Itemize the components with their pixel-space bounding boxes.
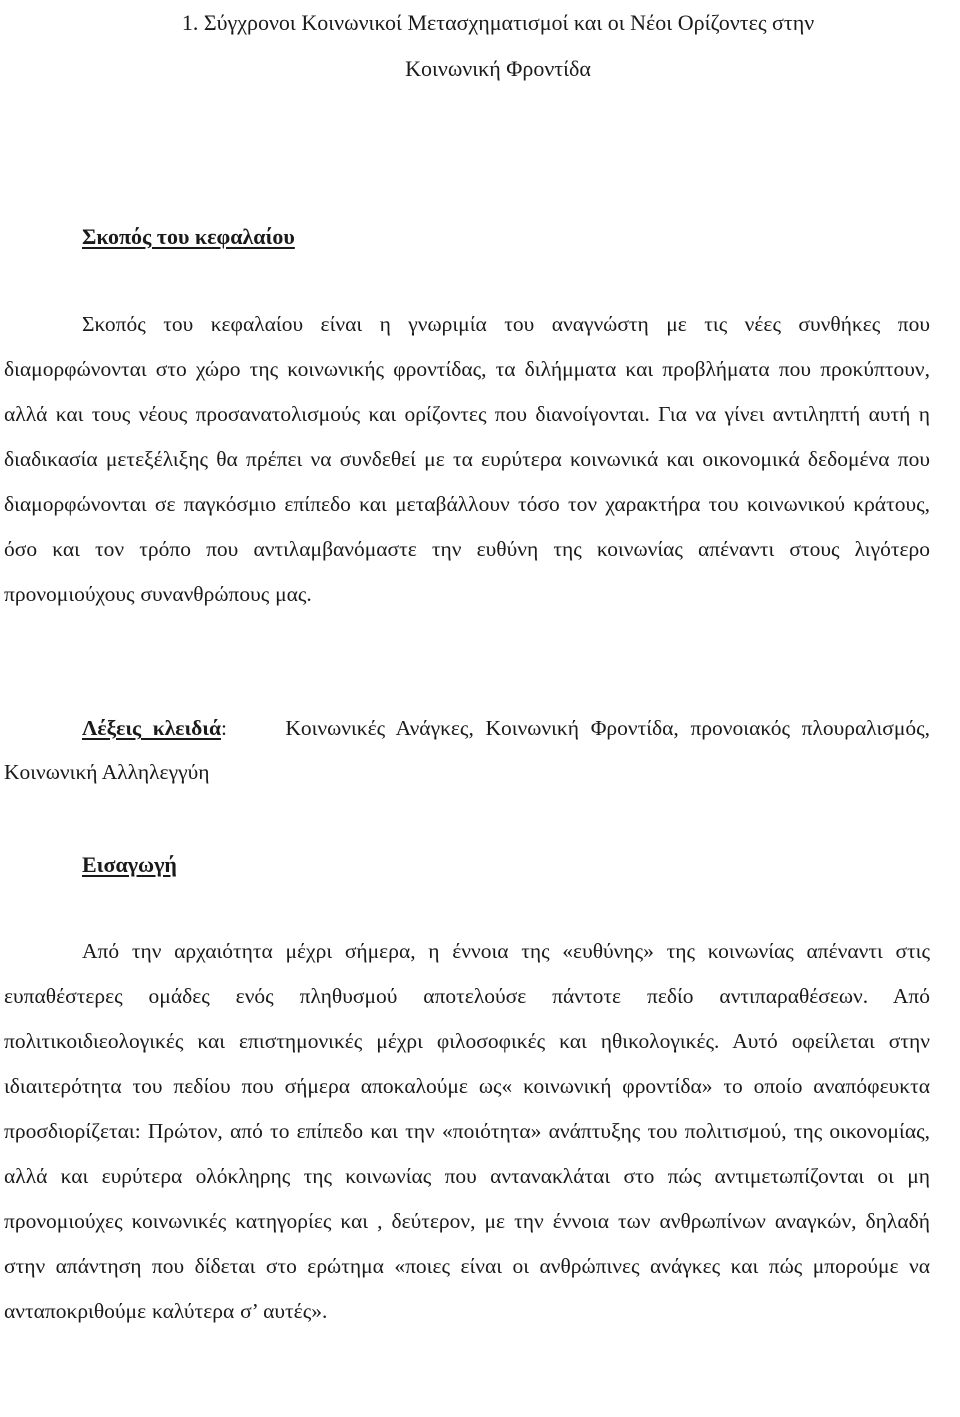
keywords-label: Λέξεις κλειδιά <box>82 716 221 740</box>
section-heading-introduction: Εισαγωγή <box>82 852 177 877</box>
keywords-text: Κοινωνικές Ανάγκες, Κοινωνική Φροντίδα, προνοιακός πλουραλισμός, Κοινωνική Αλληλεγγύη <box>4 716 931 784</box>
title-line-2: Κοινωνική Φροντίδα <box>405 56 591 81</box>
title-line-1: 1. Σύγχρονοι Κοινωνικοί Μετασχηματισμοί και οι Νέοι Ορίζοντες στην <box>181 10 815 35</box>
keywords-separator: : <box>220 716 227 740</box>
keywords-paragraph <box>4 706 930 794</box>
section-heading-purpose: Σκοπός του κεφαλαίου <box>82 224 295 249</box>
introduction-paragraph: Από την αρχαιότητα μέχρι σήμερα, η έννοια της «ευθύνης» της κοινωνίας απέναντι στις ευπαθέστερες ομάδες ενός πληθυσμού αποτελούσε πάντοτε πεδίο αντιπαραθέσεων. Από πολιτικοιδιεολογικές και επιστημονικές μέχρι φιλοσοφικές και ηθικολογικές. Αυτό οφείλεται στην ιδιαιτερότητα του πεδίου που σήμερα αποκαλούμε ως« κοινωνική φροντίδα» το οποίο αναπόφευκτα προσδιορίζεται: Πρώτον, από το επίπεδο και την «ποιότητα» ανάπτυξης του πολιτισμού, της οικονομίας, αλλά και ευρύτερα ολόκληρης της κοινωνίας που αντανακλάται στο πώς αντιμετωπίζονται οι μη προνομιούχες κοινωνικές κατηγορίες και , δεύτερον, με την έννοια των ανθρωπίνων αναγκών, δηλαδή στην απάντηση που δίδεται στο ερώτημα «ποιες είναι οι ανθρώπινες ανάγκες και πώς μπορούμε να ανταποκριθούμε καλύτερα σ’ αυτές». <box>4 939 930 1323</box>
purpose-paragraph: Σκοπός του κεφαλαίου είναι η γνωριμία του αναγνώστη με τις νέες συνθήκες που διαμορφώνονται στο χώρο της κοινωνικής φροντίδας, τα διλήμματα και προβλήματα που προκύπτουν, αλλά και τους νέους προσανατολισμούς και ορίζοντες που διανοίγονται. Για να γίνει αντιληπτή αυτή η διαδικασία μετεξέλιξης θα πρέπει να συνδεθεί με τα ευρύτερα κοινωνικά και οικονομικά δεδομένα που διαμορφώνονται σε παγκόσμιο επίπεδο και μεταβάλλουν τόσο τον χαρακτήρα του κοινωνικού κράτους, όσο και τον τρόπο που αντιλαμβανόμαστε την ευθύνη της κοινωνίας απέναντι στους λιγότερο προνομιούχους συνανθρώπους μας. <box>4 312 930 606</box>
document-title <box>58 0 938 92</box>
